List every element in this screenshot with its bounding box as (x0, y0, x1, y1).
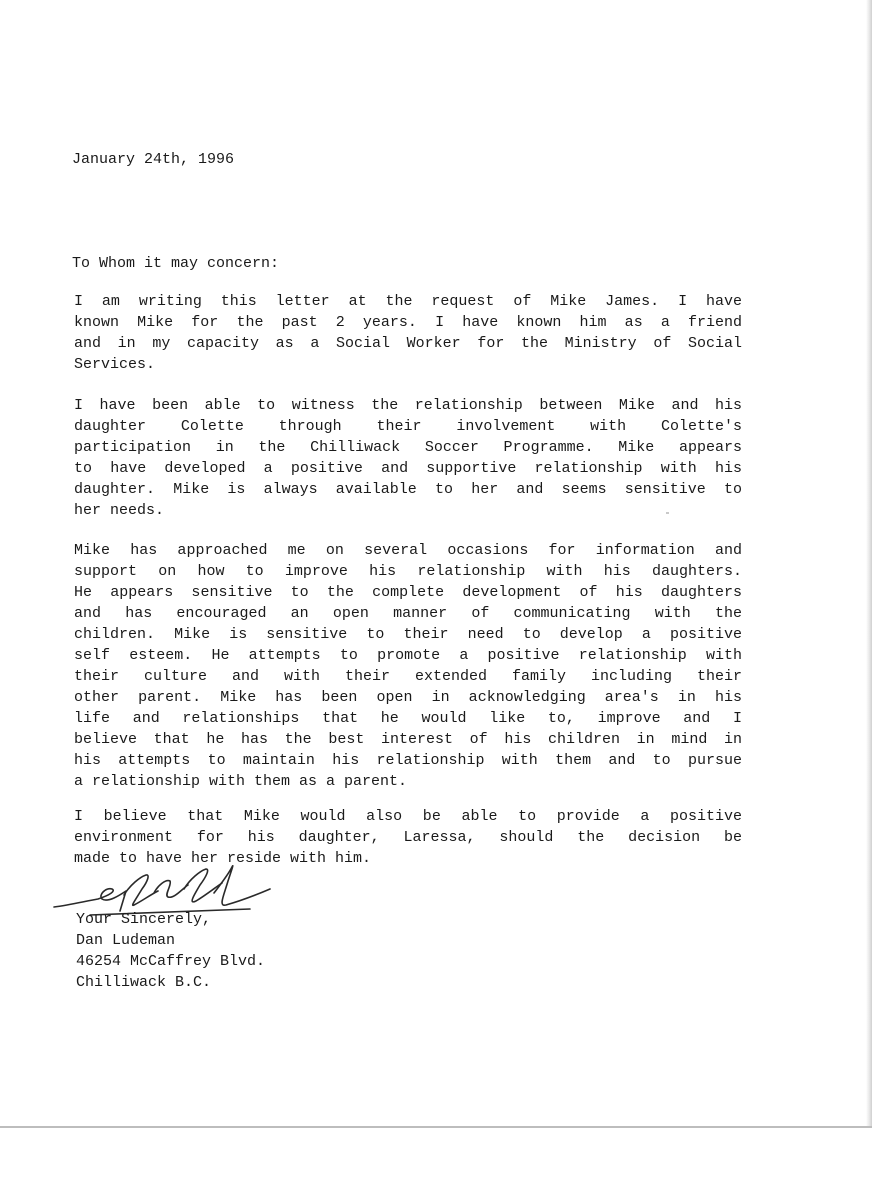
paragraph-1 (74, 291, 742, 375)
paragraph-line: known Mike for the past 2 years. I have known him as a friend (74, 314, 742, 331)
paragraph-line: made to have her reside with him. (74, 850, 372, 867)
closing-block (76, 909, 265, 993)
paragraph-3 (74, 540, 742, 792)
paragraph-2 (74, 395, 742, 521)
paragraph-line: her needs. (74, 502, 165, 519)
paragraph-line: his attempts to maintain his relationship with them and to pursue (74, 752, 742, 769)
paragraph-line: daughter. Mike is always available to her and seems sensitive to (74, 481, 742, 498)
address-line-1: 46254 McCaffrey Blvd. (76, 953, 266, 970)
paragraph-line: daughter Colette through their involvement with Colette's (74, 418, 742, 435)
paragraph-line: He appears sensitive to the complete development of his daughters (74, 584, 742, 601)
paragraph-line: life and relationships that he would like to, improve and I (74, 710, 742, 727)
paragraph-line: Mike has approached me on several occasions for information and (74, 542, 742, 559)
paragraph-line: and in my capacity as a Social Worker for the Ministry of Social (74, 335, 742, 352)
salutation: To Whom it may concern: (72, 255, 280, 272)
paragraph-line: participation in the Chilliwack Soccer Programme. Mike appears (74, 439, 742, 456)
paragraph-line: self esteem. He attempts to promote a positive relationship with (74, 647, 742, 664)
paragraph-line: a relationship with them as a parent. (74, 773, 408, 790)
closing-phrase: Your Sincerely, (76, 911, 212, 928)
paragraph-line: support on how to improve his relationship with his daughters. (74, 563, 742, 580)
paragraph-line: Services. (74, 356, 156, 373)
scan-edge-right (866, 0, 872, 1128)
paragraph-line: children. Mike is sensitive to their need to develop a positive (74, 626, 742, 643)
paragraph-line: I have been able to witness the relationship between Mike and his (74, 397, 742, 414)
paragraph-line: their culture and with their extended family including their (74, 668, 742, 685)
paragraph-line: and has encouraged an open manner of communicating with the (74, 605, 742, 622)
paragraph-line: other parent. Mike has been open in acknowledging area's in his (74, 689, 742, 706)
signer-name: Dan Ludeman (76, 932, 176, 949)
paragraph-line: believe that he has the best interest of his children in mind in (74, 731, 742, 748)
scan-edge-bottom (0, 1126, 872, 1128)
letter-date: January 24th, 1996 (72, 151, 235, 168)
paragraph-line: environment for his daughter, Laressa, should the decision be (74, 829, 742, 846)
address-line-2: Chilliwack B.C. (76, 974, 212, 991)
paragraph-line: I am writing this letter at the request of Mike James. I have (74, 293, 742, 310)
paragraph-line: to have developed a positive and supportive relationship with his (74, 460, 742, 477)
paragraph-line: I believe that Mike would also be able to provide a positive (74, 808, 742, 825)
